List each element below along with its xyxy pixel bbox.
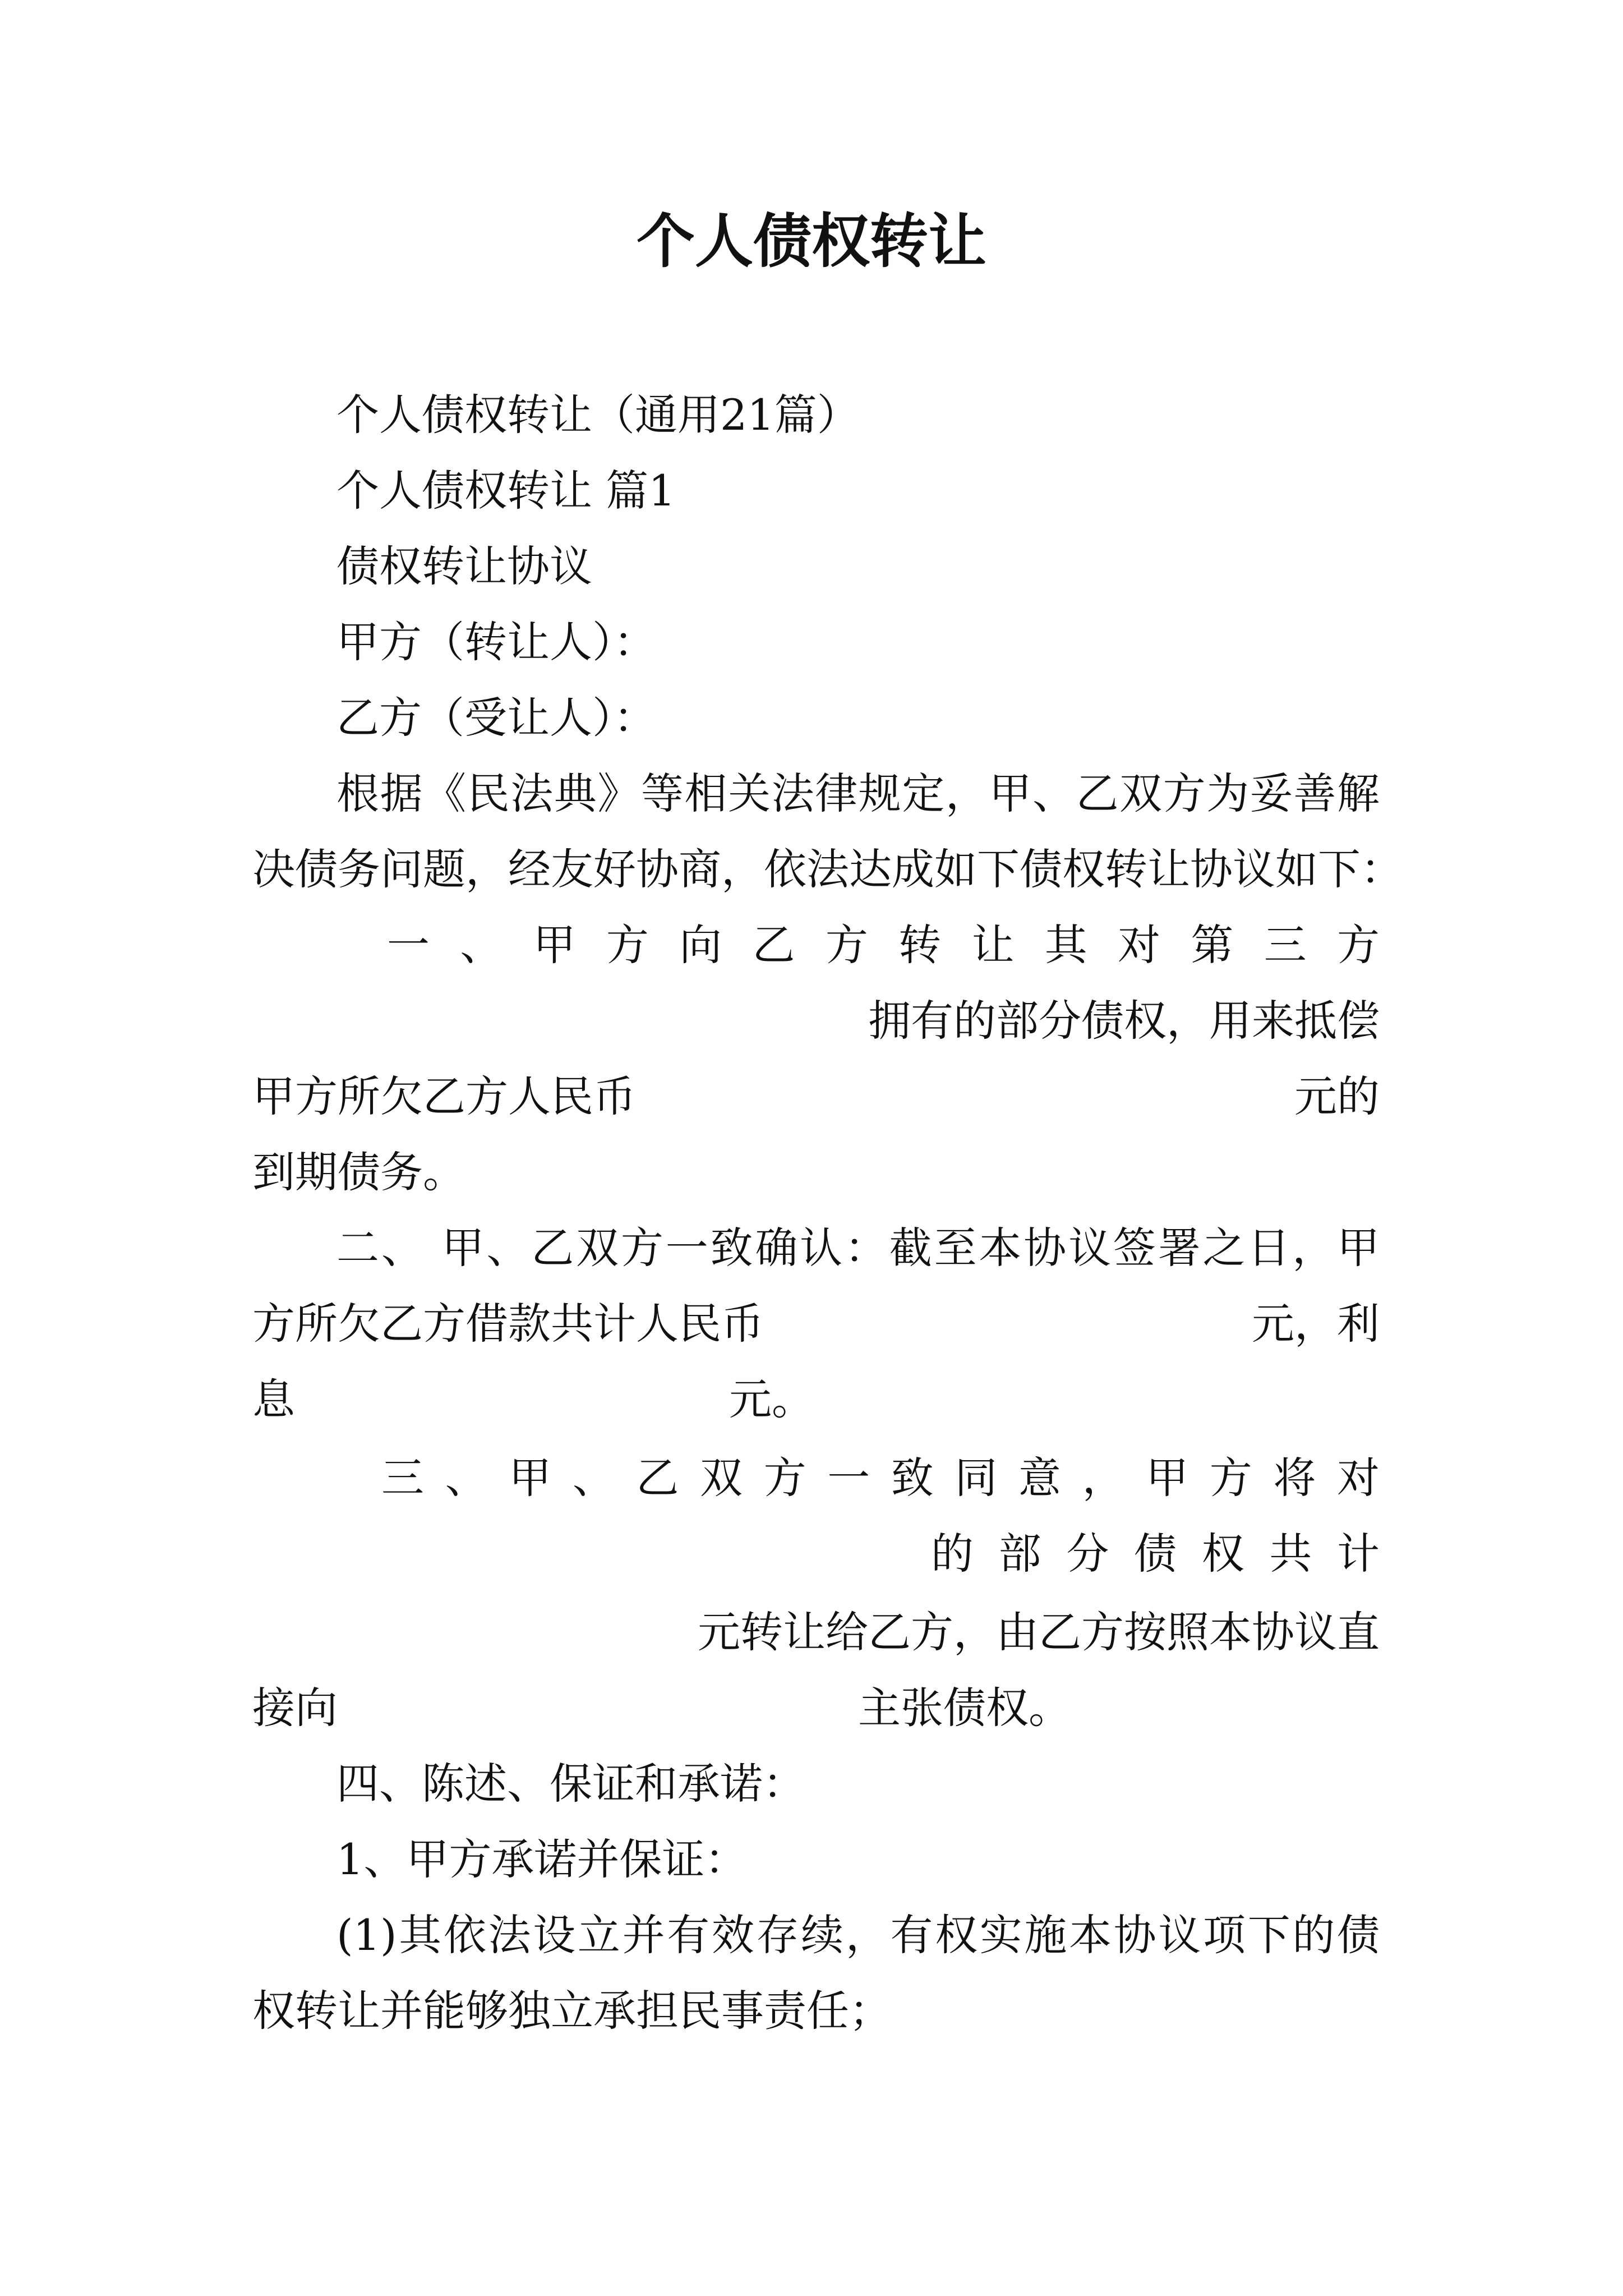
clause-2-line-3: 息 (252, 1374, 295, 1424)
clause-2-line-3-end: 元。 (729, 1374, 814, 1424)
clause-3-line-2: 的 部 分 债 权 共 计 (931, 1529, 1380, 1579)
clause-1-line-2: 拥有的部分债权，用来抵偿 (868, 996, 1380, 1046)
clause-1-line-3: 甲方所欠乙方人民币 (252, 1071, 636, 1121)
document-title: 个人债权转让 (636, 206, 986, 275)
clause-4-heading: 四、陈述、保证和承诺： (336, 1759, 805, 1809)
clause-1-line-3-end: 元的 (1294, 1071, 1380, 1121)
heading-general: 个人债权转让（通用21篇） (336, 390, 860, 440)
party-b: 乙方（受让人）： (336, 693, 656, 743)
clause-3-line-4-end: 主张债权。 (858, 1683, 1071, 1733)
clause-2-line-2: 方所欠乙方借款共计人民币 (252, 1299, 764, 1349)
preamble-line-2: 决债务问题，经友好协商，依法达成如下债权转让协议如下： (252, 844, 1403, 894)
clause-3-line-3: 元转让给乙方，由乙方按照本协议直 (698, 1607, 1380, 1657)
heading-part-1: 个人债权转让 篇1 (336, 466, 676, 516)
clause-3-line-1: 三 、 甲 、 乙 双 方 一 致 同 意 ， 甲 方 将 对 (381, 1453, 1380, 1503)
clause-1-line-1: 一 、 甲 方 向 乙 方 转 让 其 对 第 三 方 (387, 920, 1380, 970)
clause-1-line-4: 到期债务。 (252, 1147, 465, 1197)
clause-2-line-2-end: 元，利 (1252, 1299, 1380, 1349)
clause-2-line-1: 二、 甲、乙双方一致确认：截至本协议签署之日，甲 (336, 1223, 1380, 1273)
agreement-title: 债权转让协议 (336, 541, 592, 591)
party-a: 甲方（转让人）： (336, 617, 656, 667)
clause-4-item-1: 1、甲方承诺并保证： (336, 1834, 748, 1884)
clause-3-line-4: 接向 (252, 1683, 338, 1733)
clause-4-item-1-1-line-1: (1)其依法设立并有效存续，有权实施本协议项下的债 (336, 1910, 1380, 1960)
preamble-line-1: 根据《民法典》等相关法律规定，甲、乙双方为妥善解 (336, 769, 1380, 818)
clause-4-item-1-1-line-2: 权转让并能够独立承担民事责任； (252, 1986, 892, 2036)
